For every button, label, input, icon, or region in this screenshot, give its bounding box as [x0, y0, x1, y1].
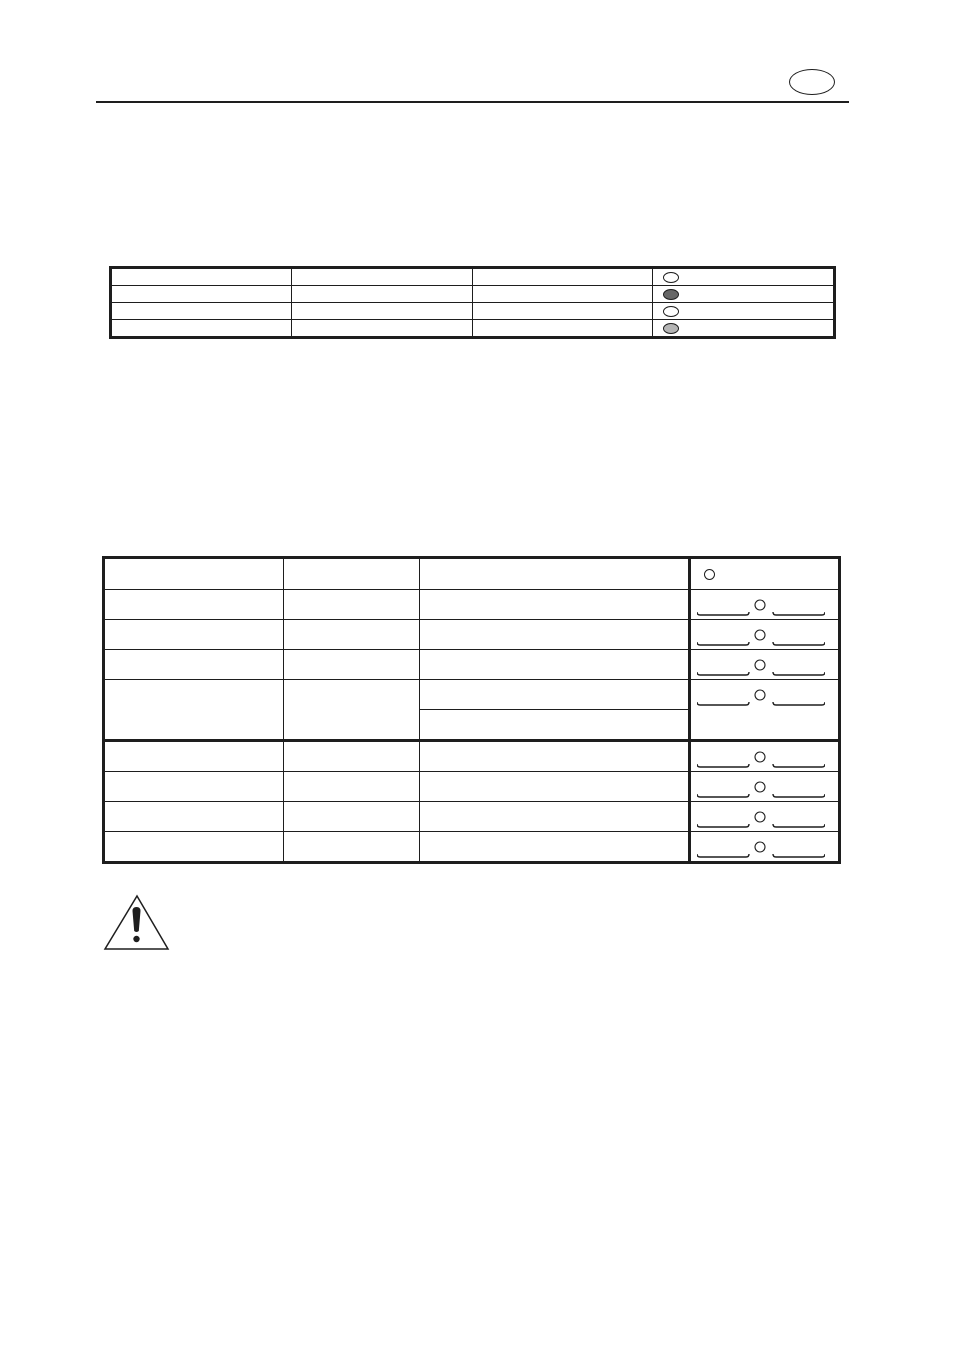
table-row	[111, 268, 835, 286]
table-cell	[111, 268, 292, 286]
table-cell	[420, 832, 690, 863]
table-cell	[420, 772, 690, 802]
fuse-table	[102, 556, 841, 864]
table-header-cell	[284, 558, 420, 590]
table-cell	[284, 680, 420, 741]
fuse-cell	[690, 650, 840, 680]
fuse-symbol-icon	[697, 781, 825, 799]
table-row	[104, 832, 840, 863]
table-header-cell	[690, 558, 840, 590]
table-cell	[473, 268, 653, 286]
table-cell	[420, 741, 690, 772]
color-cell	[653, 268, 835, 286]
table-cell	[420, 590, 690, 620]
fuse-cell	[690, 741, 840, 772]
color-dot-icon	[663, 272, 679, 283]
table-cell	[292, 268, 473, 286]
table-row	[104, 772, 840, 802]
table-cell	[473, 286, 653, 303]
fuse-cell	[690, 832, 840, 863]
color-cell	[653, 320, 835, 338]
color-dot-icon	[663, 323, 679, 334]
table-cell	[420, 710, 690, 741]
table-cell	[284, 650, 420, 680]
fuse-symbol-icon	[697, 751, 825, 769]
table-cell	[284, 832, 420, 863]
table-cell	[284, 590, 420, 620]
language-badge-icon	[789, 69, 835, 95]
table-cell	[473, 320, 653, 338]
table-cell	[104, 802, 284, 832]
warning-triangle-icon	[103, 893, 171, 951]
fuse-cell	[690, 620, 840, 650]
fuse-symbol-icon	[697, 599, 825, 617]
table-row	[104, 680, 840, 710]
fuse-cell	[690, 680, 840, 741]
table-row	[111, 286, 835, 303]
table-cell	[420, 620, 690, 650]
table-header-cell	[420, 558, 690, 590]
table-cell	[104, 650, 284, 680]
table-cell	[284, 772, 420, 802]
table-cell	[111, 303, 292, 320]
table-header-row	[104, 558, 840, 590]
fuse-cell	[690, 772, 840, 802]
table-cell	[473, 303, 653, 320]
fuse-symbol-icon	[697, 811, 825, 829]
table-cell	[104, 620, 284, 650]
table-header-cell	[104, 558, 284, 590]
table-cell	[420, 680, 690, 710]
table-cell	[104, 680, 284, 741]
table-cell	[104, 590, 284, 620]
table-cell	[111, 286, 292, 303]
table-cell	[292, 303, 473, 320]
table-cell	[111, 320, 292, 338]
table-row	[104, 650, 840, 680]
fuse-symbol-icon	[697, 659, 825, 677]
color-cell	[653, 303, 835, 320]
fuse-symbol-icon	[697, 689, 825, 707]
table-row	[104, 590, 840, 620]
table-cell	[292, 320, 473, 338]
color-cell	[653, 286, 835, 303]
table-cell	[420, 802, 690, 832]
warning-triangle-svg	[103, 893, 171, 951]
table-row	[111, 320, 835, 338]
fuse-cell	[690, 802, 840, 832]
color-dot-icon	[663, 289, 679, 300]
table-row	[104, 620, 840, 650]
color-table	[109, 266, 836, 339]
table-cell	[104, 741, 284, 772]
fuse-cell	[690, 590, 840, 620]
table-cell	[284, 620, 420, 650]
table-cell	[284, 741, 420, 772]
table-row	[111, 303, 835, 320]
table-cell	[292, 286, 473, 303]
table-cell	[104, 832, 284, 863]
fuse-symbol-icon	[697, 629, 825, 647]
fuse-symbol-icon	[697, 841, 825, 859]
table-cell	[104, 772, 284, 802]
table-row	[104, 802, 840, 832]
table-cell	[284, 802, 420, 832]
table-row	[104, 741, 840, 772]
circle-icon	[704, 569, 715, 580]
header-rule	[96, 101, 849, 103]
color-dot-icon	[663, 306, 679, 317]
table-cell	[420, 650, 690, 680]
